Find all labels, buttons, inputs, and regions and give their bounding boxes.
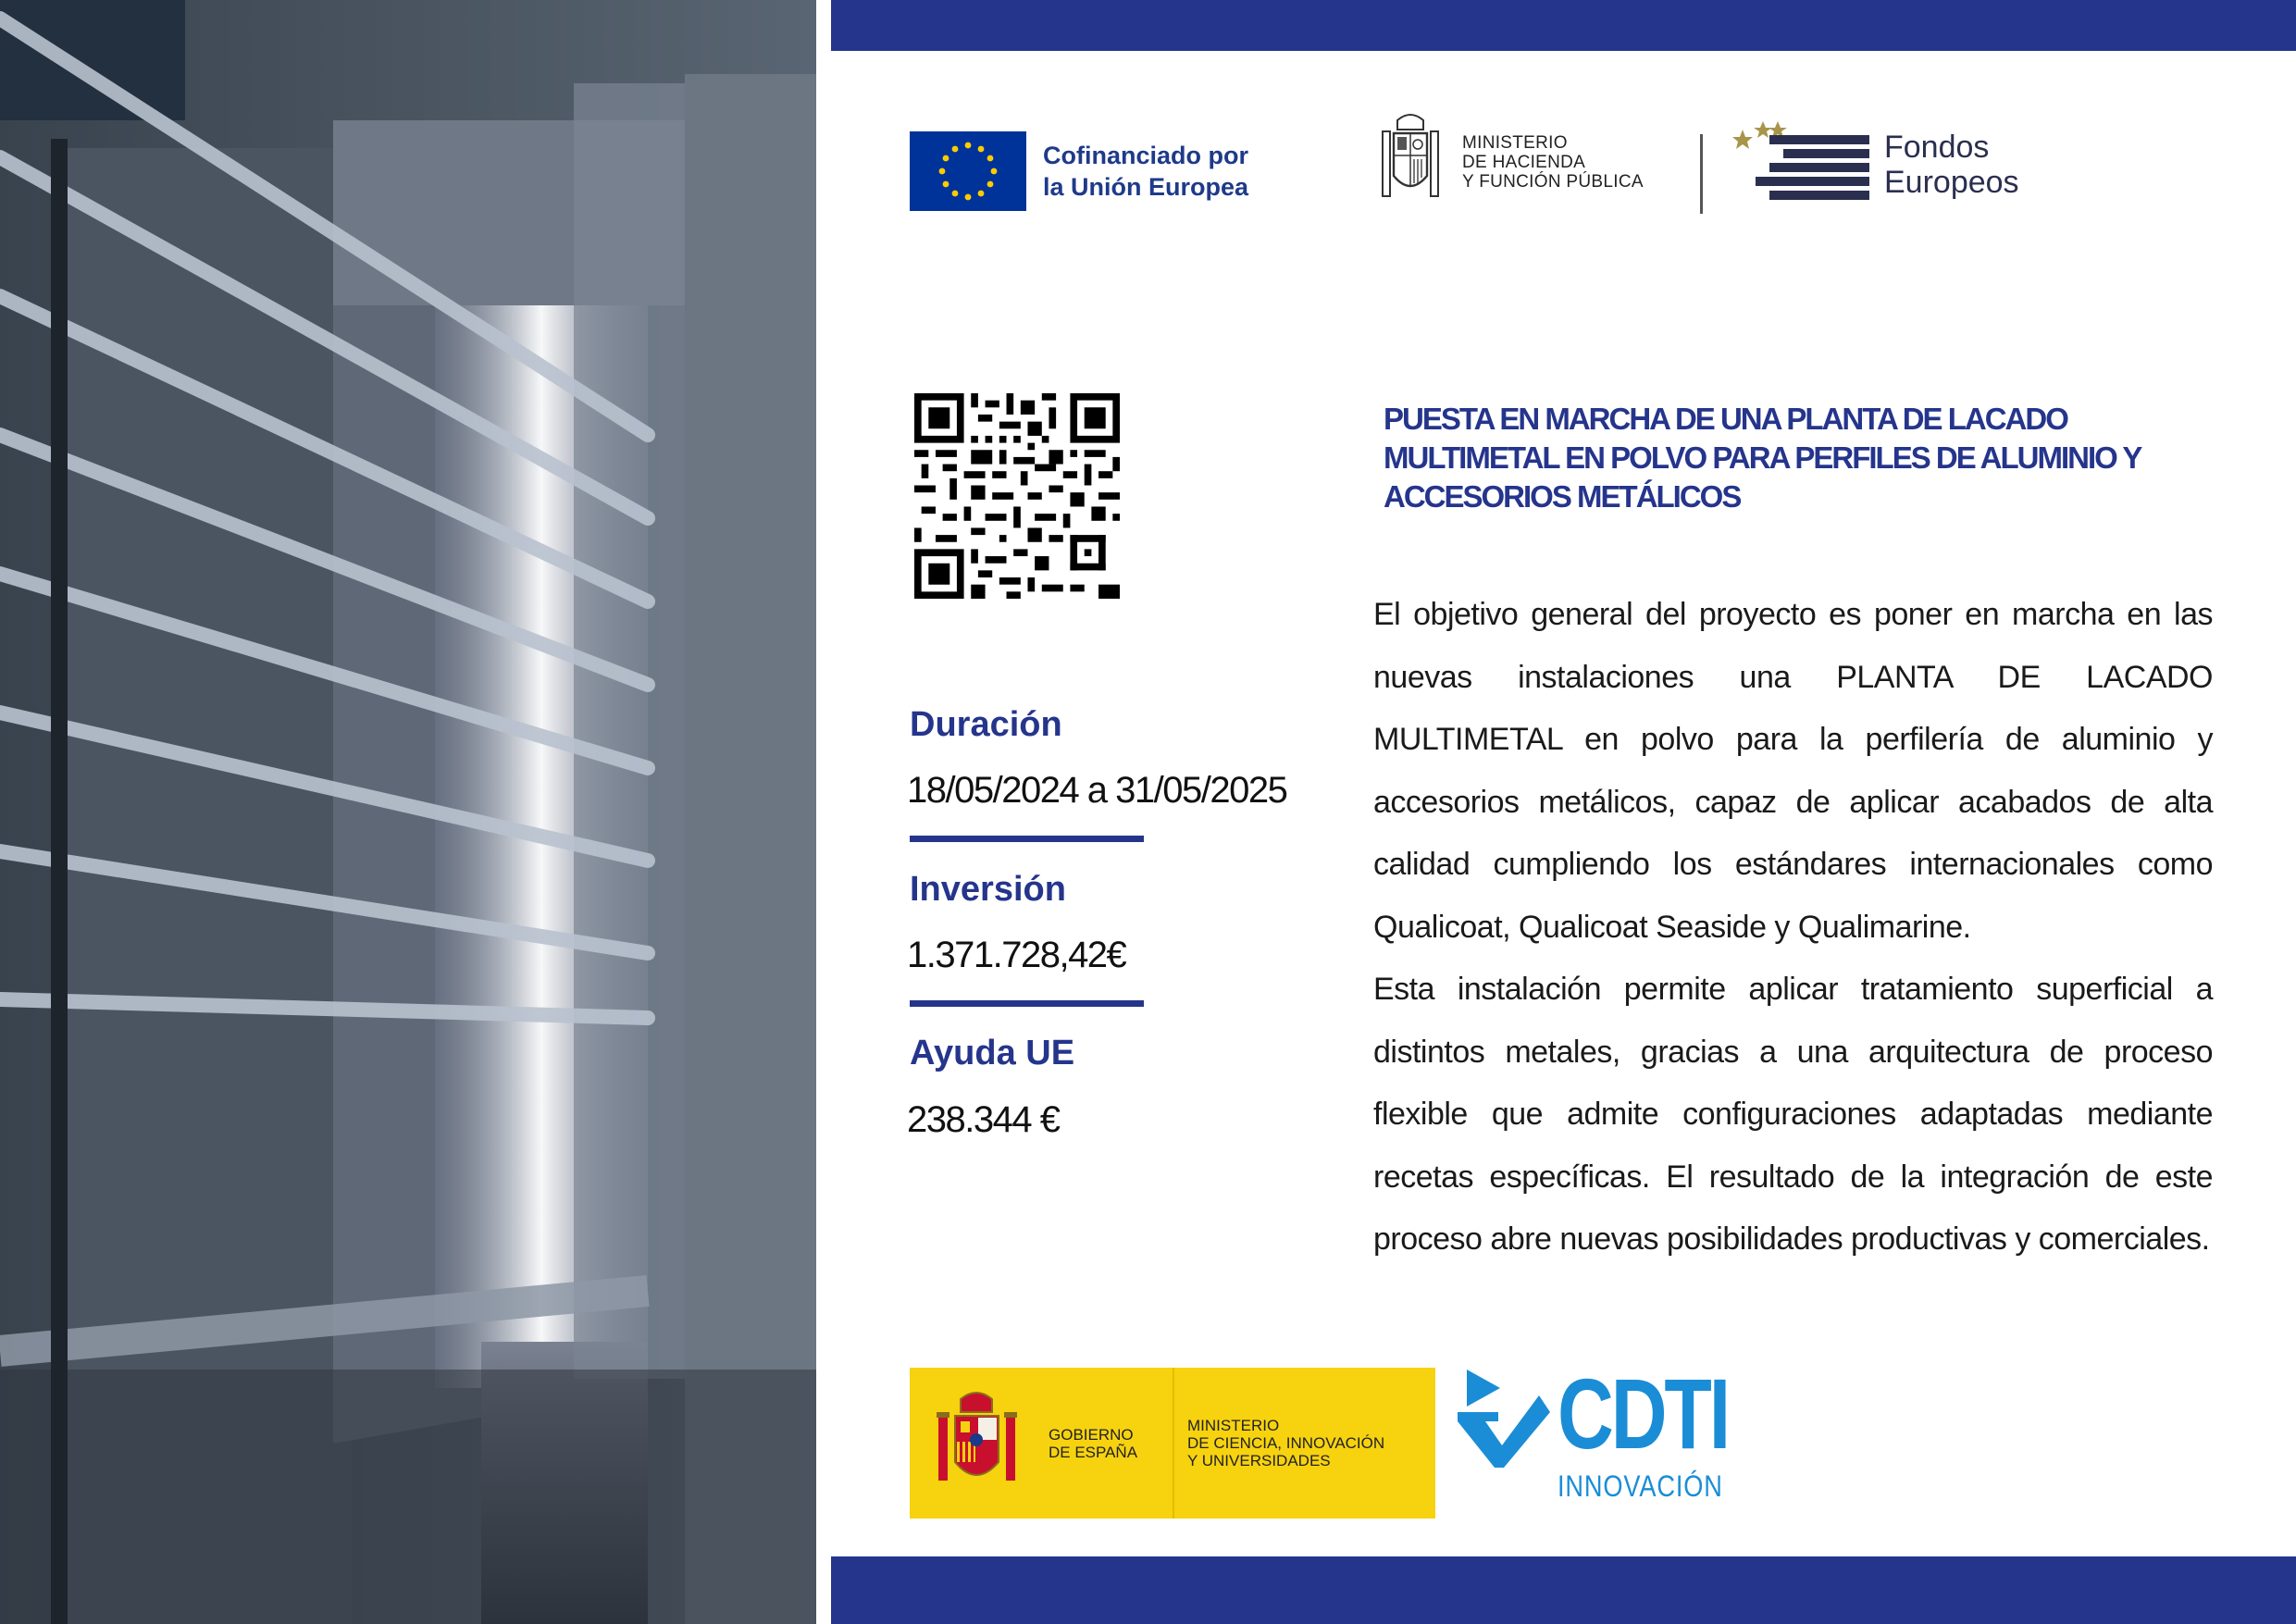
logo-divider [1700,134,1703,214]
spain-crest-icon [1379,111,1442,213]
duration-value: 18/05/2024 a 31/05/2025 [907,770,1287,811]
ciencia-ministry-line2: DE CIENCIA, INNOVACIÓN [1187,1434,1385,1452]
ciencia-ministry-line3: Y UNIVERSIDADES [1187,1452,1331,1469]
qr-code[interactable] [914,393,1120,599]
ministry-hacienda-line2: DE HACIENDA [1462,152,1586,172]
project-description [1373,584,2213,1271]
ministry-hacienda-line1: MINISTERIO [1462,132,1568,153]
eu-logo-line1: Cofinanciado por [1043,142,1248,169]
eu-logo-line2: la Unión Europea [1043,173,1249,201]
aid-value: 238.344 € [907,1099,1060,1140]
cdti-logo [1458,1357,1776,1504]
gobierno-line2: DE ESPAÑA [1049,1443,1138,1461]
fondos-europeos-mark-icon [1732,118,1871,211]
investment-value: 1.371.728,42€ [907,935,1126,975]
investment-label: Inversión [910,870,1066,909]
gobierno-espana-logo [910,1368,1435,1519]
eu-flag-icon [910,131,1026,211]
eu-cofinanced-logo [910,131,1248,211]
duration-label: Duración [910,705,1062,744]
cdti-check-icon [1458,1368,1550,1469]
ministry-hacienda-logo [1379,111,1644,213]
spain-crest-color-icon [933,1388,1021,1499]
fondos-europeos-logo [1732,118,2019,211]
industrial-photo [0,0,816,1624]
aid-label: Ayuda UE [910,1034,1075,1072]
gobierno-line1: GOBIERNO [1049,1425,1134,1444]
description-paragraph-1: El objetivo general del proyecto es poner en marcha en las nuevas instalaciones una PLANTA DE LACADO MULTIMETAL en polvo para la perfilería de aluminio y accesorios metálicos, capaz de aplicar acabados de alta calidad cumpliendo los estándares internacionales como Qualicoat, Qualicoat Seaside y Qualimarine. [1373,597,2213,945]
fondos-line2: Europeos [1884,165,2019,200]
bottom-blue-bar [831,1556,2296,1624]
top-blue-bar [831,0,2296,51]
gobierno-divider [1173,1368,1174,1519]
fondos-line1: Fondos [1884,130,1990,165]
info-divider-1 [910,836,1144,842]
project-title: PUESTA EN MARCHA DE UNA PLANTA DE LACADO MULTIMETAL EN POLVO PARA PERFILES DE ALUMINIO Y ACCESORIOS METÁLICOS [1384,402,2141,514]
description-paragraph-2: Esta instalación permite aplicar tratamiento superficial a distintos metales, gracias a una arquitectura de proceso flexible que admite configuraciones adaptadas mediante recetas específicas. El resultado de la integración de este proceso abre nuevas posibilidades productivas y comerciales. [1373,972,2213,1257]
info-divider-2 [910,1000,1144,1007]
cdti-subtitle: INNOVACIÓN [1558,1469,1723,1503]
ministry-hacienda-line3: Y FUNCIÓN PÚBLICA [1462,171,1644,192]
ciencia-ministry-line1: MINISTERIO [1187,1417,1280,1434]
cdti-name: CDTI [1558,1357,1729,1469]
